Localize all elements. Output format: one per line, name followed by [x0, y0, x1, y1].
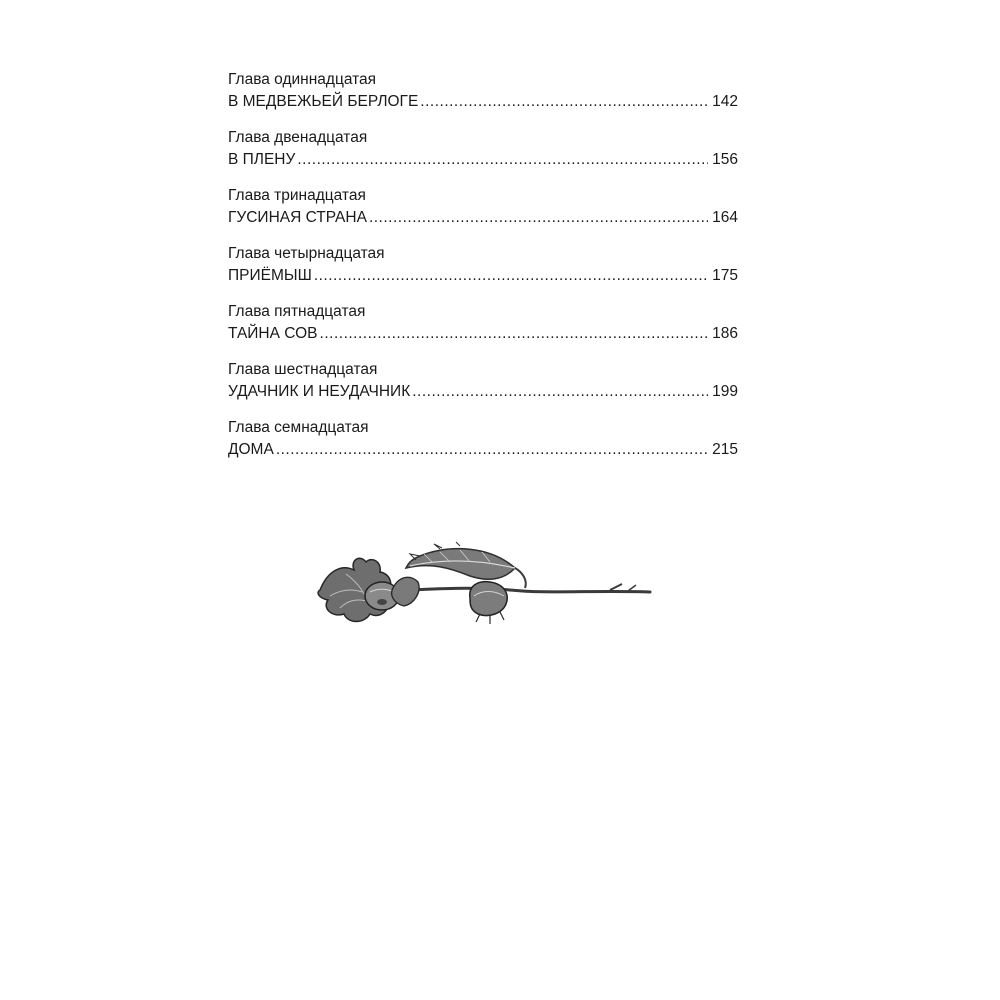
chapter-label: Глава пятнадцатая: [228, 303, 366, 320]
toc-entry: [228, 70, 738, 128]
chapter-title-line: [228, 381, 738, 403]
chapter-title-line: [228, 149, 738, 171]
toc-entry: [228, 418, 738, 476]
dot-leader: [297, 149, 708, 171]
chapter-title-line: [228, 439, 738, 461]
page-number: 175: [712, 267, 738, 284]
chapter-title-line: [228, 265, 738, 287]
chapter-title: В ПЛЕНУ: [228, 151, 296, 168]
chapter-label: Глава семнадцатая: [228, 419, 369, 436]
toc-entry: [228, 360, 738, 418]
hazelnut-branch-icon: [310, 540, 660, 630]
chapter-title: ДОМА: [228, 441, 274, 458]
toc-entry: [228, 186, 738, 244]
chapter-label: Глава двенадцатая: [228, 129, 368, 146]
page-number: 186: [712, 325, 738, 342]
chapter-title-line: [228, 207, 738, 229]
chapter-title: ГУСИНАЯ СТРАНА: [228, 209, 367, 226]
page-number: 156: [712, 151, 738, 168]
chapter-title-line: [228, 91, 738, 113]
dot-leader: [276, 439, 708, 461]
chapter-title-line: [228, 323, 738, 345]
page-number: 164: [712, 209, 738, 226]
toc-entry: [228, 244, 738, 302]
dot-leader: [320, 323, 709, 345]
chapter-title: ПРИЁМЫШ: [228, 267, 312, 284]
chapter-label: Глава шестнадцатая: [228, 361, 378, 378]
chapter-label: Глава тринадцатая: [228, 187, 366, 204]
toc-entry: [228, 302, 738, 360]
table-of-contents: [228, 70, 738, 476]
chapter-label: Глава одиннадцатая: [228, 71, 377, 88]
chapter-title: УДАЧНИК И НЕУДАЧНИК: [228, 383, 411, 400]
dot-leader: [412, 381, 708, 403]
chapter-label: Глава четырнадцатая: [228, 245, 385, 262]
dot-leader: [420, 91, 708, 113]
dot-leader: [369, 207, 708, 229]
chapter-title: В МЕДВЕЖЬЕЙ БЕРЛОГЕ: [228, 93, 419, 110]
page-number: 215: [712, 441, 738, 458]
page-number: 142: [712, 93, 738, 110]
dot-leader: [314, 265, 708, 287]
chapter-title: ТАЙНА СОВ: [228, 325, 318, 342]
page-number: 199: [712, 383, 738, 400]
toc-entry: [228, 128, 738, 186]
